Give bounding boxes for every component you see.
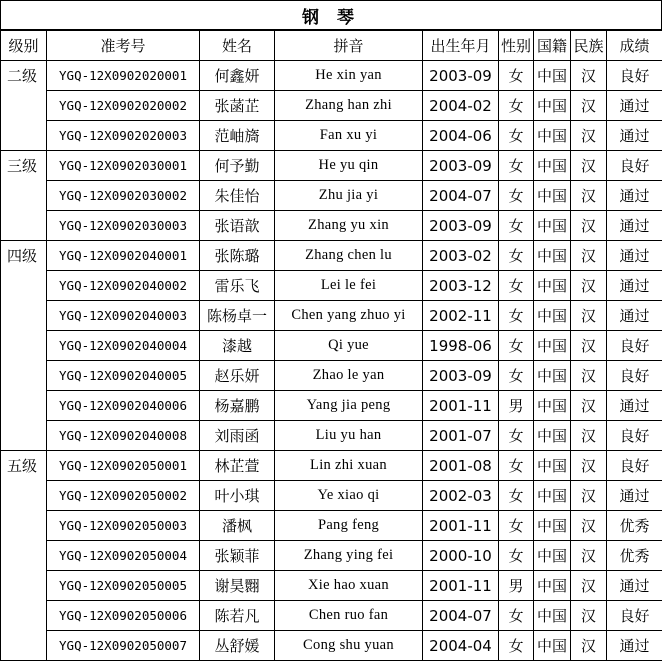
- result-cell: 通过: [607, 181, 662, 211]
- exam-id-cell: YGQ-12X0902040006: [47, 391, 200, 421]
- nationality-cell: 中国: [534, 601, 571, 631]
- table-row: [1, 331, 662, 361]
- birth-cell: 2001-11: [423, 571, 499, 601]
- result-cell: 通过: [607, 631, 662, 661]
- ethnicity-cell: 汉: [571, 541, 607, 571]
- pinyin-cell: Lin zhi xuan: [275, 451, 423, 481]
- exam-id-cell: YGQ-12X0902040004: [47, 331, 200, 361]
- table-row: [1, 391, 662, 421]
- level-cell: [1, 331, 47, 361]
- name-cell: 何予勤: [200, 151, 275, 181]
- exam-id-cell: YGQ-12X0902020002: [47, 91, 200, 121]
- ethnicity-cell: 汉: [571, 241, 607, 271]
- birth-cell: 2004-06: [423, 121, 499, 151]
- pinyin-cell: Liu yu han: [275, 421, 423, 451]
- exam-id-cell: YGQ-12X0902050004: [47, 541, 200, 571]
- table-row: [1, 361, 662, 391]
- nationality-cell: 中国: [534, 181, 571, 211]
- level-cell: [1, 541, 47, 571]
- level-cell: [1, 601, 47, 631]
- birth-cell: 2004-07: [423, 181, 499, 211]
- ethnicity-cell: 汉: [571, 271, 607, 301]
- level-cell: [1, 211, 47, 241]
- result-cell: 良好: [607, 361, 662, 391]
- table-row: [1, 61, 662, 91]
- header-name: 姓名: [200, 31, 275, 61]
- pinyin-cell: Qi yue: [275, 331, 423, 361]
- name-cell: 谢昊翾: [200, 571, 275, 601]
- table-row: [1, 91, 662, 121]
- name-cell: 杨嘉鹏: [200, 391, 275, 421]
- exam-id-cell: YGQ-12X0902040001: [47, 241, 200, 271]
- header-ethnicity: 民族: [571, 31, 607, 61]
- pinyin-cell: He yu qin: [275, 151, 423, 181]
- nationality-cell: 中国: [534, 331, 571, 361]
- name-cell: 丛舒媛: [200, 631, 275, 661]
- birth-cell: 2001-11: [423, 391, 499, 421]
- level-cell: [1, 511, 47, 541]
- nationality-cell: 中国: [534, 91, 571, 121]
- gender-cell: 女: [499, 601, 534, 631]
- nationality-cell: 中国: [534, 391, 571, 421]
- gender-cell: 女: [499, 481, 534, 511]
- table-row: [1, 181, 662, 211]
- level-cell: [1, 271, 47, 301]
- gender-cell: 女: [499, 271, 534, 301]
- level-cell: [1, 121, 47, 151]
- name-cell: 漆越: [200, 331, 275, 361]
- result-cell: 通过: [607, 211, 662, 241]
- result-cell: 良好: [607, 451, 662, 481]
- result-cell: 优秀: [607, 511, 662, 541]
- ethnicity-cell: 汉: [571, 121, 607, 151]
- nationality-cell: 中国: [534, 121, 571, 151]
- result-cell: 通过: [607, 571, 662, 601]
- table-row: [1, 421, 662, 451]
- ethnicity-cell: 汉: [571, 91, 607, 121]
- table-row: [1, 451, 662, 481]
- result-cell: 通过: [607, 391, 662, 421]
- table-row: [1, 121, 662, 151]
- nationality-cell: 中国: [534, 271, 571, 301]
- gender-cell: 女: [499, 181, 534, 211]
- header-birth: 出生年月: [423, 31, 499, 61]
- exam-id-cell: YGQ-12X0902040008: [47, 421, 200, 451]
- ethnicity-cell: 汉: [571, 391, 607, 421]
- ethnicity-cell: 汉: [571, 421, 607, 451]
- ethnicity-cell: 汉: [571, 331, 607, 361]
- level-cell: [1, 391, 47, 421]
- pinyin-cell: Lei le fei: [275, 271, 423, 301]
- gender-cell: 女: [499, 241, 534, 271]
- nationality-cell: 中国: [534, 421, 571, 451]
- level-cell: [1, 181, 47, 211]
- pinyin-cell: Zhang ying fei: [275, 541, 423, 571]
- result-cell: 通过: [607, 91, 662, 121]
- gender-cell: 女: [499, 301, 534, 331]
- birth-cell: 2003-02: [423, 241, 499, 271]
- birth-cell: 1998-06: [423, 331, 499, 361]
- gender-cell: 女: [499, 541, 534, 571]
- result-cell: 通过: [607, 301, 662, 331]
- level-cell: [1, 481, 47, 511]
- ethnicity-cell: 汉: [571, 181, 607, 211]
- gender-cell: 男: [499, 391, 534, 421]
- level-cell: [1, 631, 47, 661]
- header-row: [1, 31, 662, 61]
- name-cell: 刘雨函: [200, 421, 275, 451]
- nationality-cell: 中国: [534, 361, 571, 391]
- gender-cell: 女: [499, 61, 534, 91]
- level-cell: [1, 571, 47, 601]
- gender-cell: 女: [499, 511, 534, 541]
- birth-cell: 2003-09: [423, 211, 499, 241]
- result-cell: 良好: [607, 331, 662, 361]
- name-cell: 陈若凡: [200, 601, 275, 631]
- name-cell: 朱佳怡: [200, 181, 275, 211]
- name-cell: 雷乐飞: [200, 271, 275, 301]
- name-cell: 叶小琪: [200, 481, 275, 511]
- ethnicity-cell: 汉: [571, 61, 607, 91]
- level-cell: 五级: [1, 451, 47, 481]
- exam-id-cell: YGQ-12X0902040003: [47, 301, 200, 331]
- level-cell: [1, 361, 47, 391]
- results-body: [1, 61, 662, 661]
- pinyin-cell: He xin yan: [275, 61, 423, 91]
- ethnicity-cell: 汉: [571, 211, 607, 241]
- result-cell: 良好: [607, 601, 662, 631]
- exam-id-cell: YGQ-12X0902030002: [47, 181, 200, 211]
- birth-cell: 2004-07: [423, 601, 499, 631]
- level-cell: 四级: [1, 241, 47, 271]
- gender-cell: 男: [499, 571, 534, 601]
- name-cell: 张菡芷: [200, 91, 275, 121]
- level-cell: 二级: [1, 61, 47, 91]
- table-row: [1, 601, 662, 631]
- level-cell: [1, 421, 47, 451]
- birth-cell: 2002-11: [423, 301, 499, 331]
- level-cell: [1, 91, 47, 121]
- nationality-cell: 中国: [534, 631, 571, 661]
- ethnicity-cell: 汉: [571, 451, 607, 481]
- ethnicity-cell: 汉: [571, 511, 607, 541]
- gender-cell: 女: [499, 331, 534, 361]
- exam-id-cell: YGQ-12X0902050005: [47, 571, 200, 601]
- table-row: [1, 541, 662, 571]
- result-cell: 良好: [607, 61, 662, 91]
- result-cell: 通过: [607, 481, 662, 511]
- birth-cell: 2001-08: [423, 451, 499, 481]
- exam-id-cell: YGQ-12X0902050007: [47, 631, 200, 661]
- exam-id-cell: YGQ-12X0902040005: [47, 361, 200, 391]
- table-row: [1, 571, 662, 601]
- exam-id-cell: YGQ-12X0902030001: [47, 151, 200, 181]
- exam-id-cell: YGQ-12X0902020001: [47, 61, 200, 91]
- result-cell: 通过: [607, 121, 662, 151]
- name-cell: 陈杨卓一: [200, 301, 275, 331]
- birth-cell: 2000-10: [423, 541, 499, 571]
- birth-cell: 2002-03: [423, 481, 499, 511]
- birth-cell: 2003-09: [423, 61, 499, 91]
- pinyin-cell: Cong shu yuan: [275, 631, 423, 661]
- ethnicity-cell: 汉: [571, 601, 607, 631]
- header-nationality: 国籍: [534, 31, 571, 61]
- birth-cell: 2001-11: [423, 511, 499, 541]
- nationality-cell: 中国: [534, 481, 571, 511]
- level-cell: 三级: [1, 151, 47, 181]
- exam-id-cell: YGQ-12X0902050001: [47, 451, 200, 481]
- exam-id-cell: YGQ-12X0902050003: [47, 511, 200, 541]
- header-level: 级别: [1, 31, 47, 61]
- table-row: [1, 271, 662, 301]
- result-cell: 良好: [607, 151, 662, 181]
- pinyin-cell: Zhang yu xin: [275, 211, 423, 241]
- pinyin-cell: Xie hao xuan: [275, 571, 423, 601]
- name-cell: 何鑫妍: [200, 61, 275, 91]
- header-exam-id: 准考号: [47, 31, 200, 61]
- birth-cell: 2001-07: [423, 421, 499, 451]
- sheet-title: 钢 琴: [0, 0, 662, 30]
- pinyin-cell: Fan xu yi: [275, 121, 423, 151]
- name-cell: 潘枫: [200, 511, 275, 541]
- pinyin-cell: Pang feng: [275, 511, 423, 541]
- nationality-cell: 中国: [534, 61, 571, 91]
- result-cell: 通过: [607, 241, 662, 271]
- pinyin-cell: Yang jia peng: [275, 391, 423, 421]
- birth-cell: 2004-04: [423, 631, 499, 661]
- result-cell: 通过: [607, 271, 662, 301]
- level-cell: [1, 301, 47, 331]
- header-result: 成绩: [607, 31, 662, 61]
- nationality-cell: 中国: [534, 511, 571, 541]
- name-cell: 张颖菲: [200, 541, 275, 571]
- exam-id-cell: YGQ-12X0902040002: [47, 271, 200, 301]
- pinyin-cell: Ye xiao qi: [275, 481, 423, 511]
- exam-id-cell: YGQ-12X0902030003: [47, 211, 200, 241]
- nationality-cell: 中国: [534, 211, 571, 241]
- result-cell: 良好: [607, 421, 662, 451]
- gender-cell: 女: [499, 361, 534, 391]
- ethnicity-cell: 汉: [571, 301, 607, 331]
- ethnicity-cell: 汉: [571, 361, 607, 391]
- name-cell: 林芷萱: [200, 451, 275, 481]
- birth-cell: 2003-12: [423, 271, 499, 301]
- gender-cell: 女: [499, 631, 534, 661]
- name-cell: 范岫旖: [200, 121, 275, 151]
- exam-id-cell: YGQ-12X0902050006: [47, 601, 200, 631]
- nationality-cell: 中国: [534, 151, 571, 181]
- table-row: [1, 301, 662, 331]
- pinyin-cell: Zhao le yan: [275, 361, 423, 391]
- table-row: [1, 241, 662, 271]
- pinyin-cell: Zhu jia yi: [275, 181, 423, 211]
- exam-id-cell: YGQ-12X0902020003: [47, 121, 200, 151]
- ethnicity-cell: 汉: [571, 481, 607, 511]
- results-table: [0, 30, 662, 661]
- name-cell: 赵乐妍: [200, 361, 275, 391]
- gender-cell: 女: [499, 121, 534, 151]
- gender-cell: 女: [499, 91, 534, 121]
- gender-cell: 女: [499, 421, 534, 451]
- nationality-cell: 中国: [534, 571, 571, 601]
- table-row: [1, 151, 662, 181]
- nationality-cell: 中国: [534, 451, 571, 481]
- birth-cell: 2003-09: [423, 151, 499, 181]
- nationality-cell: 中国: [534, 241, 571, 271]
- header-gender: 性别: [499, 31, 534, 61]
- pinyin-cell: Zhang chen lu: [275, 241, 423, 271]
- pinyin-cell: Chen ruo fan: [275, 601, 423, 631]
- gender-cell: 女: [499, 211, 534, 241]
- name-cell: 张陈璐: [200, 241, 275, 271]
- pinyin-cell: Zhang han zhi: [275, 91, 423, 121]
- ethnicity-cell: 汉: [571, 631, 607, 661]
- table-row: [1, 481, 662, 511]
- result-cell: 优秀: [607, 541, 662, 571]
- gender-cell: 女: [499, 451, 534, 481]
- ethnicity-cell: 汉: [571, 571, 607, 601]
- birth-cell: 2003-09: [423, 361, 499, 391]
- exam-id-cell: YGQ-12X0902050002: [47, 481, 200, 511]
- table-row: [1, 211, 662, 241]
- table-row: [1, 631, 662, 661]
- ethnicity-cell: 汉: [571, 151, 607, 181]
- nationality-cell: 中国: [534, 301, 571, 331]
- table-row: [1, 511, 662, 541]
- pinyin-cell: Chen yang zhuo yi: [275, 301, 423, 331]
- birth-cell: 2004-02: [423, 91, 499, 121]
- nationality-cell: 中国: [534, 541, 571, 571]
- name-cell: 张语歆: [200, 211, 275, 241]
- header-pinyin: 拼音: [275, 31, 423, 61]
- gender-cell: 女: [499, 151, 534, 181]
